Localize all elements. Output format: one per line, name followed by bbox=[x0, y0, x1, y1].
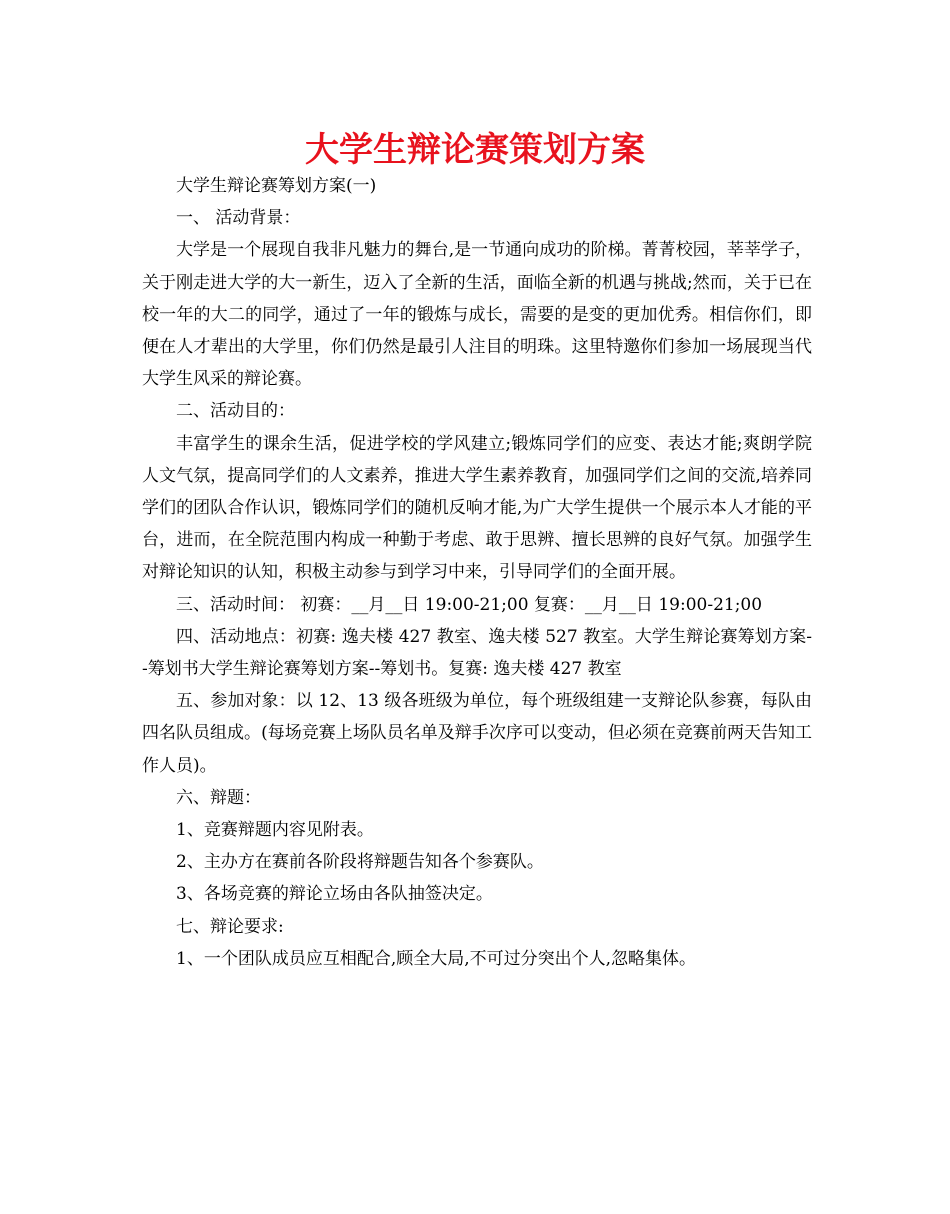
document-body bbox=[142, 170, 812, 975]
list-item-topic-3: 3、各场竞赛的辩论立场由各队抽签决定。 bbox=[176, 884, 493, 905]
paragraph-purpose: 丰富学生的课余生活，促进学校的学风建立;锻炼同学们的应变、表达才能;爽朗学院人文气氛，提高同学们的人文素养，推进大学生素养教育，加强同学们之间的交流,培养同学们的团队合作认识，锻炼同学们的随机反响才能,为广大学生提供一个展示本人才能的平台，进而，在全院范围内构成一种勤于考虑、敢于思辨、擅长思辨的良好气氛。加强学生对辩论知识的认知，积极主动参与到学习中来，引导同学们的全面开展。 bbox=[142, 433, 812, 583]
section-heading-background: 一、 活动背景： bbox=[176, 208, 301, 229]
section-heading-purpose: 二、活动目的： bbox=[176, 401, 295, 422]
paragraph-participants: 五、参加对象：以 12、13 级各班级为单位，每个班级组建一支辩论队参赛，每队由四名队员组成。(每场竞赛上场队员名单及辩手次序可以变动，但必须在竞赛前两天告知工作人员)。 bbox=[142, 691, 812, 776]
document-title: 大学生辩论赛策划方案 bbox=[305, 130, 645, 170]
list-item-topic-2: 2、主办方在赛前各阶段将辩题告知各个参赛队。 bbox=[176, 852, 544, 873]
section-heading-requirements: 七、辩论要求: bbox=[176, 916, 284, 937]
paragraph-location: 四、活动地点：初赛: 逸夫楼 427 教室、逸夫楼 527 教室。大学生辩论赛筹划方案--筹划书大学生辩论赛筹划方案--筹划书。复赛: 逸夫楼 427 教室 bbox=[142, 626, 812, 680]
section-heading-topics: 六、辩题： bbox=[176, 787, 261, 808]
list-item-topic-1: 1、竞赛辩题内容见附表。 bbox=[176, 820, 374, 841]
paragraph-background: 大学是一个展现自我非凡魅力的舞台,是一节通向成功的阶梯。菁菁校园，莘莘学子，关于刚走进大学的大一新生，迈入了全新的生活，面临全新的机遇与挑战;然而，关于已在校一年的大二的同学，通过了一年的锻炼与成长，需要的是变的更加优秀。相信你们，即便在人才辈出的大学里，你们仍然是最引人注目的明珠。这里特邀你们参加一场展现当代大学生风采的辩论赛。 bbox=[142, 240, 812, 390]
document-subtitle: 大学生辩论赛筹划方案(一) bbox=[176, 176, 377, 196]
paragraph-time: 三、活动时间： 初赛：__月__日 19:00-21;00 复赛：__月__日 19:00-21;00 bbox=[176, 594, 763, 615]
list-item-requirement-1: 1、一个团队成员应互相配合,顾全大局,不可过分突出个人,忽略集体。 bbox=[176, 948, 697, 969]
